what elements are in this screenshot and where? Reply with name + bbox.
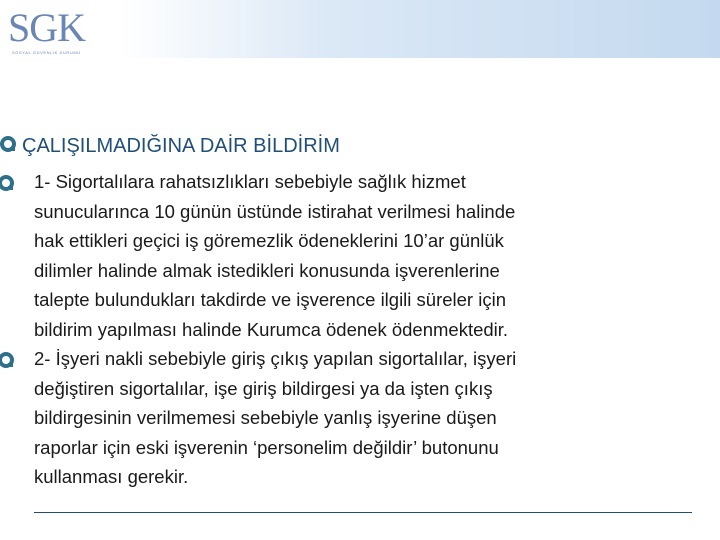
text-line: sunucularınca 10 günün üstünde istirahat verilmesi halinde: [34, 200, 516, 222]
sgk-logo: [8, 6, 118, 58]
text-line: hak ettikleri geçici iş göremezlik ödeneklerini 10’ar günlük: [34, 230, 504, 251]
slide-content: [22, 133, 694, 492]
bullet-icon: [0, 352, 14, 368]
text-line: raporlar için eski işverenin ‘personelim değildir’ butonunu: [34, 436, 499, 458]
footer-divider: [34, 512, 692, 513]
text-line: 2- İşyeri nakli sebebiyle giriş çıkış yapılan sigortalılar, işyeri: [34, 348, 517, 369]
slide-heading: [0, 133, 694, 159]
list-item: [0, 344, 694, 492]
heading-text: ÇALIŞILMADIĞINA DAİR BİLDİRİM: [22, 135, 340, 157]
bullet-icon: [0, 175, 14, 191]
logo-text: SGK: [8, 5, 86, 50]
list-item: [0, 167, 694, 344]
text-line: dilimler halinde almak istedikleri konusunda işverenlerine: [34, 259, 500, 281]
bullet-icon: [0, 136, 16, 152]
header-band: [0, 0, 720, 58]
text-line: bildirim yapılması halinde Kurumca ödenek ödenmektedir.: [34, 318, 509, 340]
logo-subtext: SOSYAL GÜVENLİK KURUMU: [12, 50, 81, 55]
text-line: 1- Sigortalılara rahatsızlıkları sebebiyle sağlık hizmet: [34, 171, 466, 192]
text-line: talepte bulundukları takdirde ve işverence ilgili süreler için: [34, 289, 506, 310]
header-gradient: [120, 0, 720, 58]
text-line: değiştiren sigortalılar, işe giriş bildirgesi ya da işten çıkış: [34, 377, 493, 399]
text-line: bildirgesinin verilmemesi sebebiyle yanlış işyerine düşen: [34, 407, 497, 428]
text-line: kullanması gerekir.: [34, 466, 189, 487]
